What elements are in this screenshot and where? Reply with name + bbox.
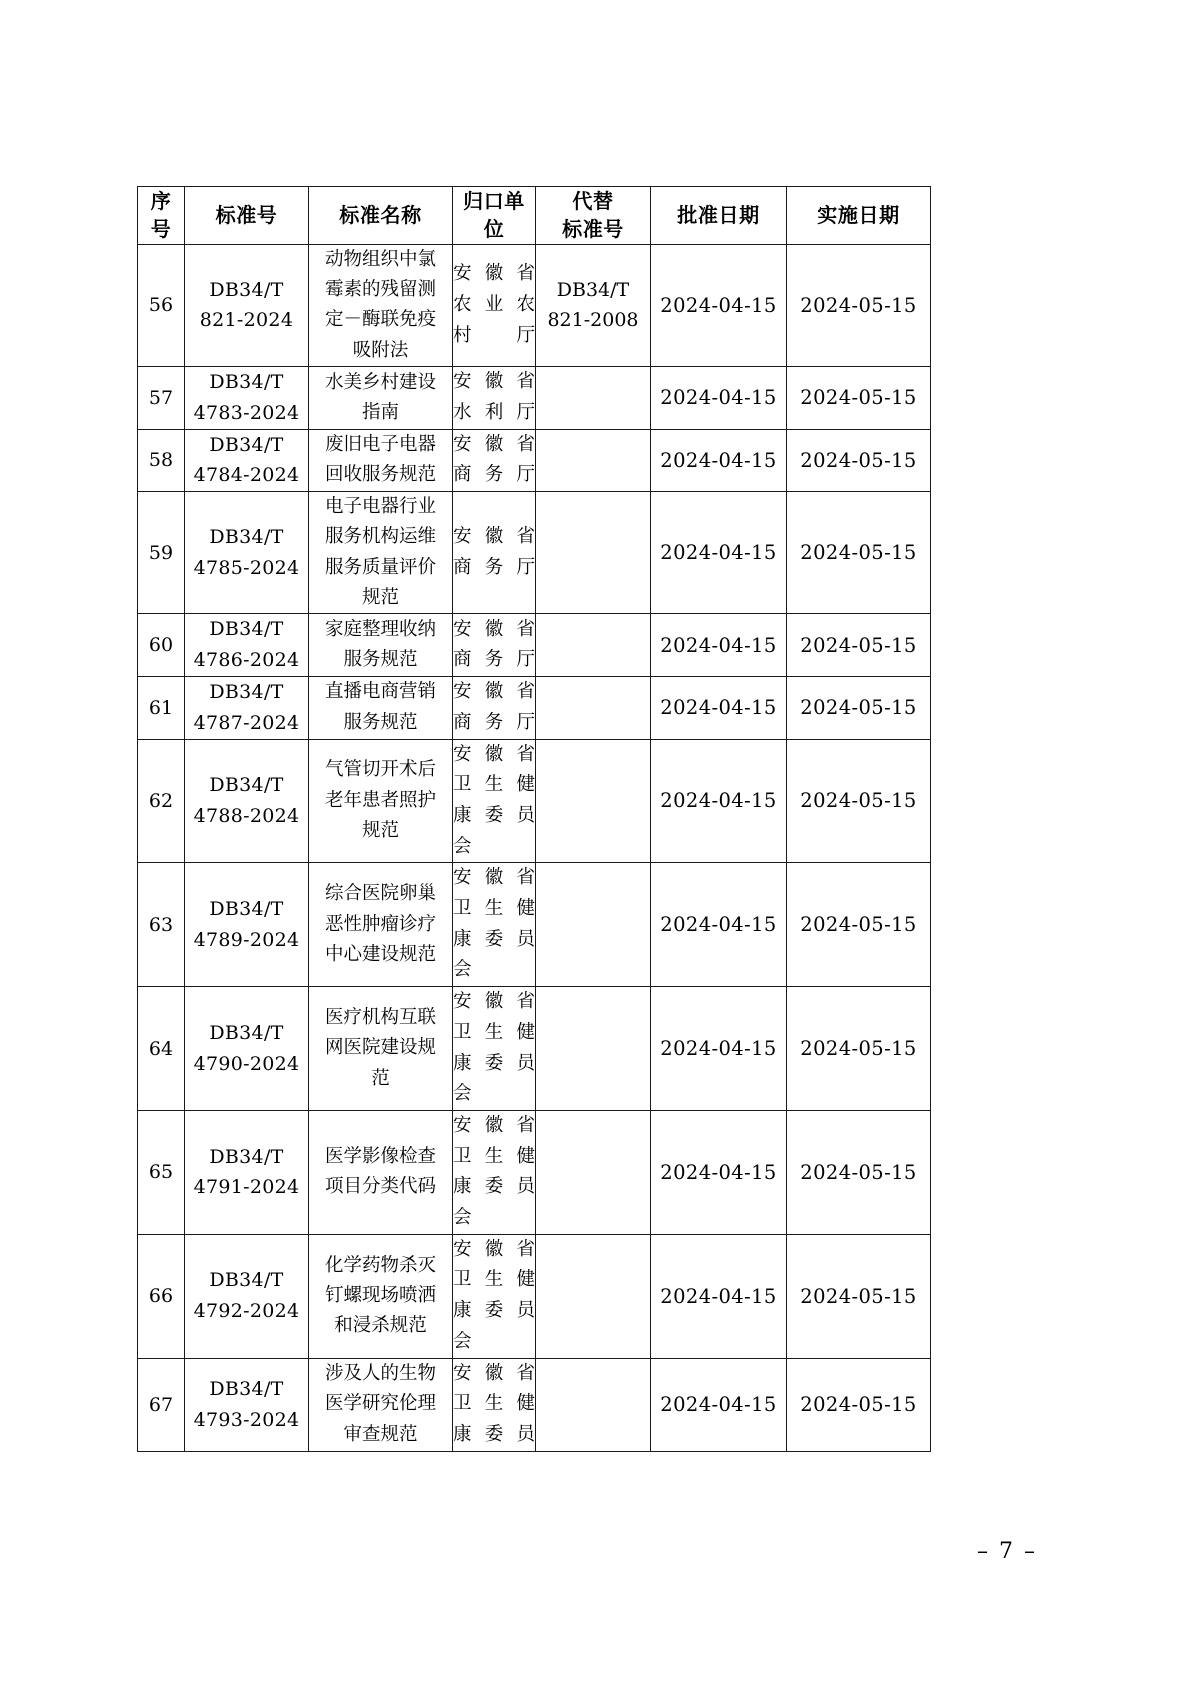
cell-line: 安 徽 省 (453, 371, 535, 393)
cell-line: 会 (453, 1083, 472, 1105)
page-number: – 7 – (977, 1539, 1037, 1564)
table-column-header-3 (453, 187, 536, 245)
cell-line: 4791-2024 (193, 1176, 300, 1199)
cell-line: 4786-2024 (193, 649, 300, 672)
cell-line: 安 徽 省 (453, 1114, 535, 1136)
table-column-header-5 (651, 187, 787, 245)
cell-sequence-number: 57 (138, 367, 185, 430)
cell-line: DB34/T (209, 433, 284, 456)
table-column-header-4 (536, 187, 651, 245)
cell-line: 康 委 员 (453, 1300, 535, 1322)
cell-line: 水 利 厅 (453, 401, 535, 423)
table-row (138, 1110, 931, 1234)
cell-line: 医学研究伦理 (324, 1393, 436, 1415)
cell-standard-number (185, 614, 309, 677)
cell-line: 安 徽 省 (453, 867, 535, 889)
cell-implementation-date: 2024-05-15 (787, 739, 931, 863)
cell-sequence-number: 67 (138, 1358, 185, 1451)
cell-line: 康 委 员 (453, 1052, 535, 1074)
cell-line: 安 徽 省 (453, 991, 535, 1013)
cell-sequence-number: 60 (138, 614, 185, 677)
cell-line: 商 务 厅 (453, 464, 535, 486)
cell-standard-number (185, 987, 309, 1111)
cell-standard-name (309, 1110, 453, 1234)
cell-responsible-unit (453, 367, 536, 430)
cell-standard-number (185, 1234, 309, 1358)
standards-table-container (137, 186, 930, 1452)
cell-line: 4787-2024 (193, 711, 300, 734)
cell-line: 定－酶联免疫 (324, 309, 436, 331)
cell-line: 卫 生 健 (453, 898, 535, 920)
standards-table (137, 186, 931, 1452)
cell-line: 4784-2024 (193, 464, 300, 487)
cell-line: 商 务 厅 (453, 556, 535, 578)
cell-standard-number (185, 244, 309, 366)
cell-line: 会 (453, 1207, 472, 1229)
cell-approval-date: 2024-04-15 (651, 1110, 787, 1234)
cell-line: 服务质量评价 (324, 556, 436, 578)
cell-sequence-number: 59 (138, 492, 185, 614)
cell-line: 4783-2024 (193, 401, 300, 424)
cell-sequence-number: 63 (138, 863, 185, 987)
cell-line: 商 务 厅 (453, 649, 535, 671)
cell-sequence-number: 62 (138, 739, 185, 863)
cell-standard-name (309, 677, 453, 740)
cell-implementation-date: 2024-05-15 (787, 492, 931, 614)
cell-line: 821-2008 (547, 309, 639, 332)
cell-line: 医学影像检查 (324, 1146, 436, 1168)
cell-standard-number (185, 429, 309, 492)
cell-line: 康 委 员 (453, 1424, 535, 1445)
cell-line: 卫 生 健 (453, 1393, 535, 1415)
cell-line: 网医院建设规 (324, 1037, 436, 1059)
cell-approval-date: 2024-04-15 (651, 987, 787, 1111)
cell-approval-date: 2024-04-15 (651, 1234, 787, 1358)
table-row (138, 1358, 931, 1451)
table-row (138, 1234, 931, 1358)
column-header-line: 序 (150, 189, 172, 213)
cell-line: 废旧电子电器 (324, 434, 436, 456)
cell-line: 会 (453, 1330, 472, 1352)
cell-standard-name (309, 614, 453, 677)
cell-approval-date: 2024-04-15 (651, 739, 787, 863)
cell-standard-name (309, 987, 453, 1111)
cell-line: 化学药物杀灭 (324, 1254, 436, 1276)
cell-line: 村 厅 (453, 324, 535, 346)
cell-line: 和浸杀规范 (334, 1315, 427, 1337)
cell-line: 综合医院卵巢 (324, 883, 436, 905)
cell-line: DB34/T (209, 371, 284, 394)
cell-line: 卫 生 健 (453, 774, 535, 796)
cell-approval-date: 2024-04-15 (651, 492, 787, 614)
cell-replaced-standard-number (536, 987, 651, 1111)
cell-line: 卫 生 健 (453, 1269, 535, 1291)
cell-responsible-unit (453, 987, 536, 1111)
cell-replaced-standard-number (536, 367, 651, 430)
column-header-line: 标准号 (562, 217, 624, 242)
cell-line: 医疗机构互联 (324, 1007, 436, 1029)
cell-implementation-date: 2024-05-15 (787, 1358, 931, 1451)
column-header-line: 号 (150, 217, 172, 242)
cell-standard-name (309, 492, 453, 614)
column-header-line: 实施日期 (817, 203, 900, 228)
table-row (138, 492, 931, 614)
cell-approval-date: 2024-04-15 (651, 614, 787, 677)
column-header-line: 标准名称 (339, 203, 422, 228)
cell-line: 卫 生 健 (453, 1145, 535, 1167)
cell-line: 直播电商营销 (324, 681, 436, 703)
cell-line: 涉及人的生物 (324, 1363, 436, 1385)
cell-line: 老年患者照护 (324, 789, 436, 811)
column-header-line: 标准号 (215, 203, 278, 228)
cell-line: 指南 (361, 401, 399, 423)
cell-line: 家庭整理收纳 (324, 618, 436, 640)
cell-line: DB34/T (209, 526, 284, 549)
cell-line: 吸附法 (352, 339, 409, 361)
table-body (138, 244, 931, 1451)
cell-line: 服务规范 (343, 711, 418, 733)
cell-responsible-unit (453, 1358, 536, 1451)
cell-approval-date: 2024-04-15 (651, 677, 787, 740)
cell-approval-date: 2024-04-15 (651, 863, 787, 987)
table-column-header-6 (787, 187, 931, 245)
cell-line: 安 徽 省 (453, 433, 535, 455)
cell-sequence-number: 56 (138, 244, 185, 366)
cell-line: DB34/T (209, 1377, 284, 1400)
cell-standard-name (309, 739, 453, 863)
cell-standard-name (309, 244, 453, 366)
cell-implementation-date: 2024-05-15 (787, 429, 931, 492)
cell-line: 康 委 员 (453, 928, 535, 950)
cell-standard-name (309, 429, 453, 492)
cell-replaced-standard-number (536, 677, 651, 740)
cell-line: DB34/T (209, 1145, 284, 1168)
cell-line: DB34/T (556, 278, 630, 301)
cell-line: 范 (371, 1067, 390, 1089)
cell-sequence-number: 58 (138, 429, 185, 492)
cell-line: DB34/T (209, 774, 284, 797)
cell-standard-number (185, 1358, 309, 1451)
cell-line: 安 徽 省 (453, 743, 535, 765)
cell-replaced-standard-number (536, 1234, 651, 1358)
cell-line: 康 委 员 (453, 1176, 535, 1198)
cell-line: 卫 生 健 (453, 1021, 535, 1043)
cell-implementation-date: 2024-05-15 (787, 244, 931, 366)
cell-line: DB34/T (209, 1021, 284, 1044)
table-column-header-1 (185, 187, 309, 245)
cell-responsible-unit (453, 677, 536, 740)
cell-standard-name (309, 1358, 453, 1451)
cell-responsible-unit (453, 1234, 536, 1358)
table-row (138, 987, 931, 1111)
cell-replaced-standard-number (536, 614, 651, 677)
cell-line: 安 徽 省 (453, 263, 535, 285)
cell-line: 4792-2024 (193, 1300, 300, 1323)
cell-line: 安 徽 省 (453, 1362, 535, 1384)
cell-approval-date: 2024-04-15 (651, 244, 787, 366)
cell-line: 钉螺现场喷洒 (324, 1285, 436, 1307)
cell-standard-number (185, 367, 309, 430)
cell-replaced-standard-number (536, 739, 651, 863)
table-header-row (138, 187, 931, 245)
cell-line: 4785-2024 (193, 556, 300, 579)
cell-approval-date: 2024-04-15 (651, 1358, 787, 1451)
cell-line: 电子电器行业 (324, 496, 436, 518)
cell-replaced-standard-number (536, 429, 651, 492)
cell-line: 安 徽 省 (453, 526, 535, 548)
table-row (138, 863, 931, 987)
cell-implementation-date: 2024-05-15 (787, 614, 931, 677)
cell-line: DB34/T (209, 897, 284, 920)
table-column-header-2 (309, 187, 453, 245)
cell-sequence-number: 61 (138, 677, 185, 740)
table-row (138, 614, 931, 677)
cell-standard-number (185, 1110, 309, 1234)
cell-standard-name (309, 863, 453, 987)
cell-line: DB34/T (209, 681, 284, 703)
cell-responsible-unit (453, 244, 536, 366)
cell-line: 商 务 厅 (453, 711, 535, 733)
cell-responsible-unit (453, 614, 536, 677)
cell-line: 安 徽 省 (453, 1238, 535, 1260)
table-column-header-0 (138, 187, 185, 245)
cell-line: DB34/T (209, 278, 284, 301)
cell-line: 会 (453, 959, 472, 981)
cell-line: 821-2024 (199, 309, 294, 332)
cell-standard-name (309, 367, 453, 430)
table-row (138, 677, 931, 740)
cell-line: 服务规范 (343, 649, 418, 671)
cell-replaced-standard-number (536, 1110, 651, 1234)
column-header-line: 代替 (572, 189, 614, 213)
cell-line: 4793-2024 (193, 1408, 300, 1431)
cell-replaced-standard-number (536, 244, 651, 366)
cell-line: 霉素的残留测 (324, 279, 436, 301)
cell-line: 规范 (361, 587, 399, 609)
cell-standard-number (185, 863, 309, 987)
cell-implementation-date: 2024-05-15 (787, 987, 931, 1111)
cell-line: 规范 (361, 820, 399, 842)
cell-implementation-date: 2024-05-15 (787, 1110, 931, 1234)
cell-line: 气管切开术后 (324, 759, 436, 781)
table-header (138, 187, 931, 245)
cell-line: 4788-2024 (193, 804, 300, 827)
cell-line: 恶性肿瘤诊疗 (324, 913, 436, 935)
cell-line: 水美乡村建设 (324, 371, 436, 393)
cell-line: 服务机构运维 (324, 526, 436, 548)
cell-standard-number (185, 739, 309, 863)
cell-line: 4789-2024 (193, 928, 300, 951)
cell-line: 动物组织中氯 (324, 248, 436, 270)
cell-responsible-unit (453, 1110, 536, 1234)
cell-line: 4790-2024 (193, 1052, 300, 1075)
cell-line: 农 业 农 (453, 294, 535, 316)
cell-standard-name (309, 1234, 453, 1358)
column-header-line: 批准日期 (677, 203, 760, 228)
cell-replaced-standard-number (536, 863, 651, 987)
cell-approval-date: 2024-04-15 (651, 429, 787, 492)
cell-approval-date: 2024-04-15 (651, 367, 787, 430)
cell-responsible-unit (453, 492, 536, 614)
cell-standard-number (185, 492, 309, 614)
cell-line: 会 (453, 835, 472, 857)
cell-implementation-date: 2024-05-15 (787, 367, 931, 430)
cell-implementation-date: 2024-05-15 (787, 677, 931, 740)
cell-line: 安 徽 省 (453, 618, 535, 640)
cell-line: DB34/T (209, 1269, 284, 1292)
cell-line: 项目分类代码 (324, 1176, 436, 1198)
cell-line: 回收服务规范 (324, 464, 436, 486)
cell-replaced-standard-number (536, 492, 651, 614)
cell-line: 审查规范 (343, 1423, 418, 1445)
table-row (138, 244, 931, 366)
table-row (138, 739, 931, 863)
cell-standard-number (185, 677, 309, 740)
cell-replaced-standard-number (536, 1358, 651, 1451)
cell-responsible-unit (453, 863, 536, 987)
cell-line: 康 委 员 (453, 804, 535, 826)
cell-line: DB34/T (209, 618, 284, 641)
cell-responsible-unit (453, 739, 536, 863)
cell-sequence-number: 65 (138, 1110, 185, 1234)
cell-sequence-number: 66 (138, 1234, 185, 1358)
cell-responsible-unit (453, 429, 536, 492)
cell-implementation-date: 2024-05-15 (787, 1234, 931, 1358)
cell-implementation-date: 2024-05-15 (787, 863, 931, 987)
table-row (138, 367, 931, 430)
cell-sequence-number: 64 (138, 987, 185, 1111)
cell-line: 中心建设规范 (324, 943, 436, 965)
column-header-line: 位 (483, 217, 505, 242)
column-header-line: 归口单 (463, 189, 525, 213)
table-row (138, 429, 931, 492)
cell-line: 安 徽 省 (453, 681, 535, 703)
